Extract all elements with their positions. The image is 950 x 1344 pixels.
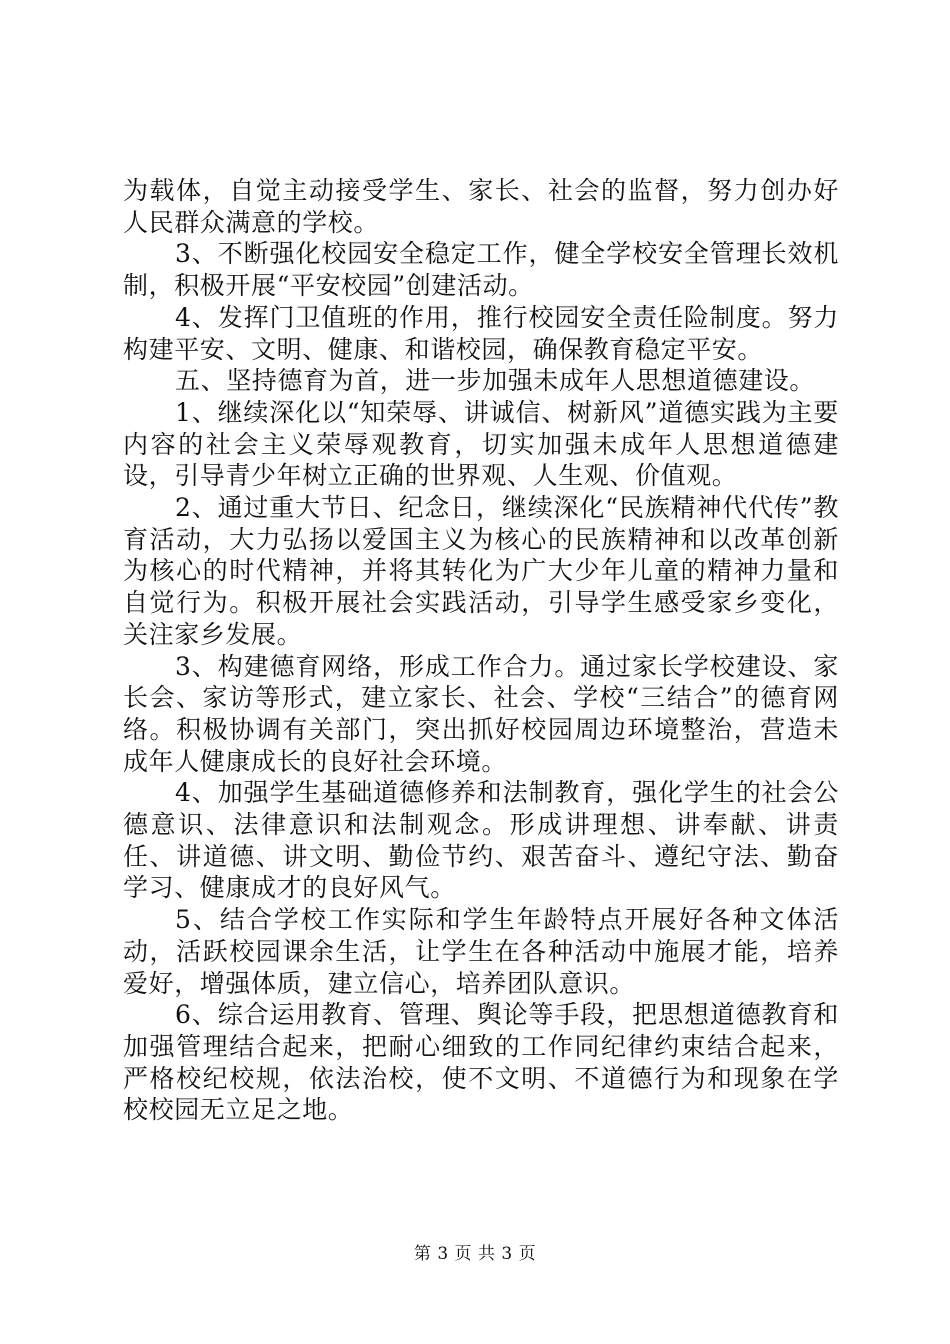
paragraph-item-1-moral: 1、继续深化以“知荣辱、讲诚信、树新风”道德实践为主要内容的社会主义荣辱观教育，切实加强未成年人思想道德建设，引导青少年树立正确的世界观、人生观、价值观。: [123, 397, 839, 491]
paragraph-item-3-safety: 3、不断强化校园安全稳定工作，健全学校安全管理长效机制，积极开展“平安校园”创建活动。: [123, 239, 839, 301]
paragraph-continuation: 为载体，自觉主动接受学生、家长、社会的监督，努力创办好人民群众满意的学校。: [123, 176, 839, 237]
paragraph-item-2-festivals: 2、通过重大节日、纪念日，继续深化“民族精神代代传”教育活动，大力弘扬以爱国主义为核心的民族精神和以改革创新为核心的时代精神，并将其转化为广大少年儿童的精神力量和自觉行为。积极开展社会实践活动，引导学生感受家乡变化，关注家乡发展。: [123, 493, 839, 649]
paragraph-item-4-law: 4、加强学生基础道德修养和法制教育，强化学生的社会公德意识、法律意识和法制观念。形成讲理想、讲奉献、讲责任、讲道德、讲文明、勤俭节约、艰苦奋斗、遵纪守法、勤奋学习、健康成才的良好风气。: [123, 778, 839, 903]
paragraph-item-5-activities: 5、结合学校工作实际和学生年龄特点开展好各种文体活动，活跃校园课余生活，让学生在各种活动中施展才能，培养爱好，增强体质，建立信心，培养团队意识。: [123, 905, 839, 998]
page-number-footer: 第 3 页 共 3 页: [413, 1244, 537, 1264]
paragraph-item-6-management: 6、综合运用教育、管理、舆论等手段，把思想道德教育和加强管理结合起来，把耐心细致的工作同纪律约束结合起来，严格校纪校规，依法治校，使不文明、不道德行为和现象在学校校园无立足之地。: [123, 1000, 839, 1125]
document-body: [123, 175, 839, 1126]
section-heading-five: 五、坚持德育为首，进一步加强未成年人思想道德建设。: [175, 366, 816, 396]
paragraph-item-3-network: 3、构建德育网络，形成工作合力。通过家长学校建设、家长会、家访等形式，建立家长、社会、学校“三结合”的德育网络。积极协调有关部门，突出抓好校园周边环境整治，营造未成年人健康成长的良好社会环境。: [123, 651, 839, 776]
paragraph-item-4-guard: 4、发挥门卫值班的作用，推行校园安全责任险制度。努力构建平安、文明、健康、和谐校园，确保教育稳定平安。: [123, 302, 839, 364]
